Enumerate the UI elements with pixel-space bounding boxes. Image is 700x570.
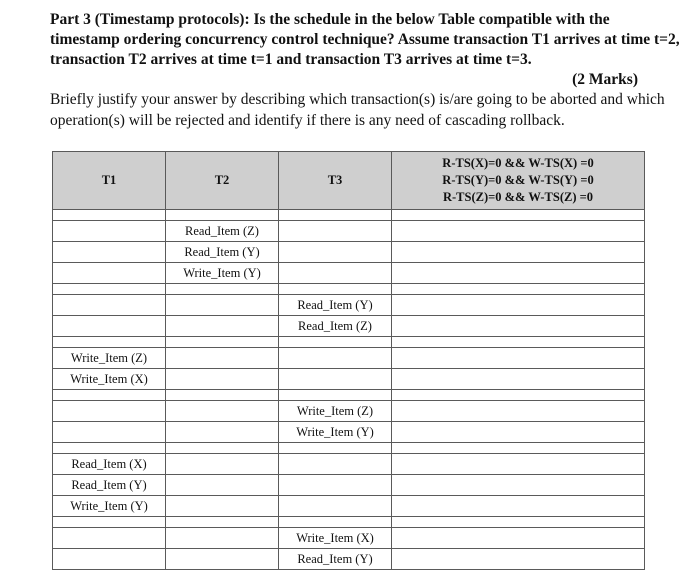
cell-t2 [166,496,279,517]
cell-t1 [53,337,166,348]
cell-t2 [166,454,279,475]
cell-t2 [166,390,279,401]
table-row [53,517,645,528]
cell-ts [392,549,645,570]
cell-t1 [53,242,166,263]
table-row [53,284,645,295]
cell-t1: Read_Item (X) [53,454,166,475]
cell-t3 [279,210,392,221]
cell-t3 [279,454,392,475]
cell-t1 [53,210,166,221]
header-t3: T3 [279,152,392,210]
cell-t2 [166,549,279,570]
cell-t1: Write_Item (Y) [53,496,166,517]
cell-t3 [279,517,392,528]
question-marks: (2 Marks) [572,71,638,88]
header-t2: T2 [166,152,279,210]
table-row [53,422,645,443]
table-row [53,242,645,263]
cell-t1 [53,263,166,284]
cell-t2: Read_Item (Y) [166,242,279,263]
cell-t1: Read_Item (Y) [53,475,166,496]
table-row [53,337,645,348]
ts-line-x: R-TS(X)=0 && W-TS(X) =0 [442,156,594,170]
question-body: Briefly justify your answer by describing which transaction(s) is/are going to be aborted and which operation(s) will be rejected and identify if there is any need of cascading rollback. [50,91,665,129]
table-row [53,221,645,242]
cell-t1: Write_Item (X) [53,369,166,390]
table-row [53,210,645,221]
table-row [53,263,645,284]
header-t1: T1 [53,152,166,210]
table-row [53,496,645,517]
cell-ts [392,348,645,369]
cell-ts [392,401,645,422]
cell-t1 [53,528,166,549]
cell-ts [392,390,645,401]
cell-t3: Write_Item (X) [279,528,392,549]
cell-t2: Write_Item (Y) [166,263,279,284]
header-timestamps [392,152,645,210]
cell-t3 [279,242,392,263]
schedule-body [53,210,645,570]
schedule-table [52,151,645,570]
cell-ts [392,295,645,316]
question-block [50,10,682,131]
cell-ts [392,443,645,454]
cell-t3 [279,443,392,454]
cell-t3: Read_Item (Z) [279,316,392,337]
cell-ts [392,210,645,221]
cell-t1 [53,422,166,443]
cell-t2 [166,528,279,549]
cell-t1: Write_Item (Z) [53,348,166,369]
cell-t2 [166,422,279,443]
cell-ts [392,221,645,242]
cell-t2 [166,517,279,528]
table-row [53,549,645,570]
cell-t2 [166,210,279,221]
cell-t3 [279,263,392,284]
cell-ts [392,263,645,284]
cell-t3 [279,369,392,390]
table-row [53,401,645,422]
cell-ts [392,454,645,475]
table-row [53,528,645,549]
cell-t1 [53,549,166,570]
table-row [53,369,645,390]
cell-t1 [53,221,166,242]
cell-ts [392,496,645,517]
cell-t3 [279,348,392,369]
cell-t3 [279,337,392,348]
cell-t3 [279,475,392,496]
cell-ts [392,422,645,443]
table-row [53,443,645,454]
cell-ts [392,242,645,263]
cell-t2 [166,348,279,369]
cell-ts [392,528,645,549]
cell-t3: Read_Item (Y) [279,549,392,570]
cell-t3 [279,221,392,242]
cell-ts [392,517,645,528]
cell-t2 [166,443,279,454]
cell-t2 [166,401,279,422]
cell-t1 [53,390,166,401]
cell-ts [392,369,645,390]
cell-t2 [166,475,279,496]
cell-t1 [53,517,166,528]
cell-t3 [279,496,392,517]
header-row [53,152,645,210]
question-title: Part 3 (Timestamp protocols): Is the schedule in the below Table compatible with the timestamp ordering concurrency control technique? Assume transaction T1 arrives at time t=2, transaction T2 arrives at time t=1 and transaction T3 arrives at time t=3. [50,11,680,68]
cell-t2: Read_Item (Z) [166,221,279,242]
ts-line-z: R-TS(Z)=0 && W-TS(Z) =0 [442,190,593,204]
cell-t1 [53,295,166,316]
cell-t1 [53,284,166,295]
table-row [53,475,645,496]
table-row [53,295,645,316]
cell-t2 [166,369,279,390]
cell-t3: Write_Item (Y) [279,422,392,443]
cell-t3: Write_Item (Z) [279,401,392,422]
cell-t1 [53,443,166,454]
ts-line-y: R-TS(Y)=0 && W-TS(Y) =0 [442,173,594,187]
table-row [53,348,645,369]
cell-ts [392,284,645,295]
cell-t2 [166,284,279,295]
cell-t2 [166,295,279,316]
cell-t1 [53,316,166,337]
cell-t2 [166,337,279,348]
table-row [53,390,645,401]
cell-t3 [279,284,392,295]
table-row [53,316,645,337]
cell-ts [392,316,645,337]
cell-t3 [279,390,392,401]
cell-t3: Read_Item (Y) [279,295,392,316]
cell-ts [392,337,645,348]
cell-ts [392,475,645,496]
table-row [53,454,645,475]
cell-t2 [166,316,279,337]
cell-t1 [53,401,166,422]
